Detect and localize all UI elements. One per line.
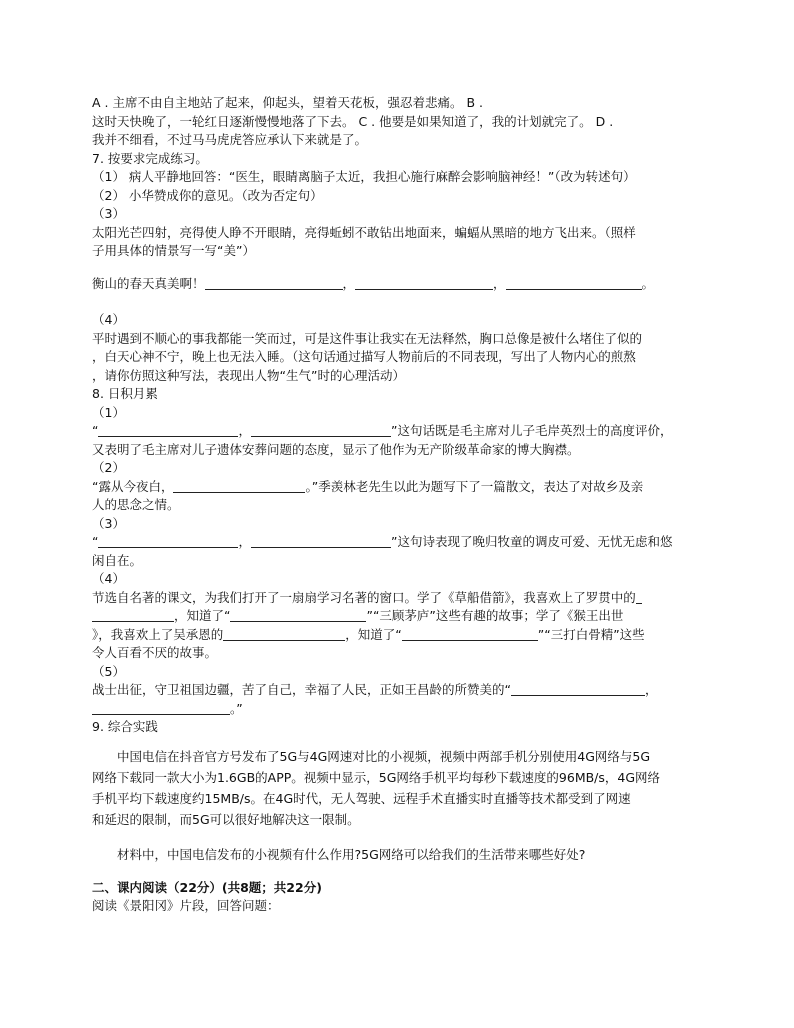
q7-sub4-text: ，请你仿照这种写法，表现出人物“生气”时的心理活动） bbox=[92, 367, 405, 383]
punct: ， bbox=[238, 534, 251, 549]
q6-option-line: A . 主席不由自主地站了起来，仰起头，望着天花板，强忍着悲痛。 B . bbox=[92, 95, 483, 110]
answer-blank[interactable] bbox=[92, 608, 174, 622]
punct: “ bbox=[92, 423, 99, 438]
q8-sub4-mid: ，知道了“ bbox=[345, 626, 402, 642]
q7-sub1: （1） 病人平静地回答：“医生，眼睛离脑子太近，我担心施行麻醉会影响脑神经！”（改为转述句） bbox=[92, 169, 636, 184]
worksheet-page bbox=[92, 94, 704, 916]
q8-sub4-line2 bbox=[92, 607, 704, 626]
answer-blank[interactable] bbox=[230, 608, 366, 622]
q8-sub2-text: 人的思念之情。 bbox=[92, 497, 180, 512]
answer-blank[interactable] bbox=[511, 682, 645, 696]
q8-sub2-label: （2） bbox=[92, 460, 125, 475]
answer-blank[interactable] bbox=[223, 627, 345, 641]
q8-sub5-head: 战士出征，守卫祖国边疆，苦了自己，幸福了人民，正如王昌龄的所赞美的“ bbox=[92, 682, 511, 697]
q6-option-line: 这时天快晚了，一轮红日逐渐慢慢地落了下去。 C . 他要是如果知道了，我的计划就完了。 D . bbox=[92, 113, 614, 129]
answer-blank[interactable] bbox=[355, 276, 493, 290]
q8-sub3-text: 闲自在。 bbox=[92, 552, 143, 568]
q7-sub3-label: （3） bbox=[92, 206, 125, 221]
q8-sub4-text bbox=[92, 589, 704, 608]
q9-material: 手机平均下载速度约15MB/s。在4G时代，无人驾驶、远程手术直播实时直播等技术都受到了网速 bbox=[92, 790, 631, 806]
punct: ， bbox=[644, 682, 658, 697]
q8-title: 8. 日积月累 bbox=[92, 386, 158, 401]
q7-sub3-text: 太阳光芒四射，亮得使人睁不开眼睛，亮得蚯蚓不敢钻出地面来，蝙蝠从黑暗的地方飞出来。（照样 bbox=[92, 224, 636, 240]
answer-blank[interactable] bbox=[173, 479, 305, 493]
q8-sub1-label: （1） bbox=[92, 404, 125, 420]
q8-sub2-tail: 。”季羡林老先生以此为题写下了一篇散文，表达了对故乡及亲 bbox=[305, 478, 644, 494]
q8-sub4-tail: ”“三顾茅庐”这些有趣的故事；学了《猴王出世 bbox=[366, 608, 624, 623]
answer-blank[interactable] bbox=[402, 627, 538, 641]
q9-material: 网络下载同一款大小为1.6GB的APP。视频中显示，5G网络手机平均每秒下载速度的96MB/s，4G网络 bbox=[92, 769, 661, 785]
q7-title: 7. 按要求完成练习。 bbox=[92, 150, 208, 166]
answer-blank[interactable] bbox=[636, 590, 642, 604]
answer-blank[interactable] bbox=[92, 701, 230, 715]
q8-sub4-head: 》，我喜欢上了吴承恩的 bbox=[92, 626, 224, 642]
q8-sub1-line bbox=[92, 422, 704, 441]
section-title: 二、课内阅读（22分）(共8题；共22分) bbox=[92, 879, 322, 895]
q8-sub4-label: （4） bbox=[92, 571, 125, 586]
fill-prefix: 衡山的春天真美啊！ bbox=[92, 275, 205, 291]
q7-sub4-label: （4） bbox=[92, 312, 125, 327]
q8-sub4-text1: 节选自名著的课文，为我们打开了一扇扇学习名著的窗口。学了《草船借箭》，我喜欢上了罗贯中的 bbox=[92, 589, 636, 605]
punct: ， bbox=[238, 423, 251, 438]
answer-blank[interactable] bbox=[251, 423, 391, 437]
q7-sub2: （2） 小华赞成你的意见。（改为否定句） bbox=[92, 187, 323, 203]
q9-title: 9. 综合实践 bbox=[92, 719, 158, 734]
q8-sub1-text: 又表明了毛主席对儿子遗体安葬问题的态度，显示了他作为无产阶级革命家的博大胸襟。 bbox=[92, 441, 580, 457]
punct: “ bbox=[92, 534, 99, 549]
q8-sub4-line3 bbox=[92, 626, 704, 645]
punct: 。” bbox=[230, 700, 243, 716]
q7-sub4-text: ，白天心神不宁，晚上也无法入睡。（这句话通过描写人物前后的不同表现，写出了人物内心的煎熬 bbox=[92, 349, 636, 364]
q8-sub3-label: （3） bbox=[92, 515, 125, 531]
q6-option-line: 我并不细看，不过马马虎虎答应承认下来就是了。 bbox=[92, 132, 368, 147]
answer-blank[interactable] bbox=[98, 534, 238, 548]
answer-blank[interactable] bbox=[205, 276, 343, 290]
punct: ， bbox=[342, 275, 356, 291]
q7-sub3-fill-line bbox=[92, 275, 704, 294]
q8-sub4-tail: ”“三打白骨精”这些 bbox=[537, 626, 645, 642]
answer-blank[interactable] bbox=[506, 276, 642, 290]
q9-material: 中国电信在抖音官方号发布了5G与4G网速对比的小视频，视频中两部手机分别使用4G网络与5G bbox=[117, 748, 651, 764]
q8-sub5-line2 bbox=[92, 700, 704, 719]
q8-sub3-tail: ”这句诗表现了晚归牧童的调皮可爱、无忧无虑和悠 bbox=[391, 534, 673, 549]
q7-sub3-text: 子用具体的情景写一写“美”） bbox=[92, 243, 255, 258]
q9-material: 和延迟的限制，而5G可以很好地解决这一限制。 bbox=[92, 811, 360, 827]
q8-sub3-line bbox=[92, 533, 704, 552]
q7-sub4-text: 平时遇到不顺心的事我都能一笑而过，可是这件事让我实在无法释然，胸口总像是被什么堵住了似的 bbox=[92, 330, 643, 346]
punct: ， bbox=[493, 275, 506, 291]
answer-blank[interactable] bbox=[251, 534, 391, 548]
q8-sub2-head: “露从今夜白， bbox=[92, 478, 174, 494]
punct: 。 bbox=[641, 275, 655, 291]
section-intro: 阅读《景阳冈》片段，回答问题： bbox=[92, 898, 280, 913]
q8-sub2-line bbox=[92, 478, 704, 497]
q9-question: 材料中，中国电信发布的小视频有什么作用?5G网络可以给我们的生活带来哪些好处? bbox=[117, 846, 586, 862]
q8-sub4-mid: ，知道了“ bbox=[174, 608, 231, 623]
q8-sub4-text: 令人百看不厌的故事。 bbox=[92, 645, 218, 660]
q8-sub1-tail: ”这句话既是毛主席对儿子毛岸英烈士的高度评价， bbox=[391, 423, 673, 438]
q8-sub5-line bbox=[92, 681, 704, 700]
q8-sub5-label: （5） bbox=[92, 663, 125, 679]
answer-blank[interactable] bbox=[98, 423, 238, 437]
